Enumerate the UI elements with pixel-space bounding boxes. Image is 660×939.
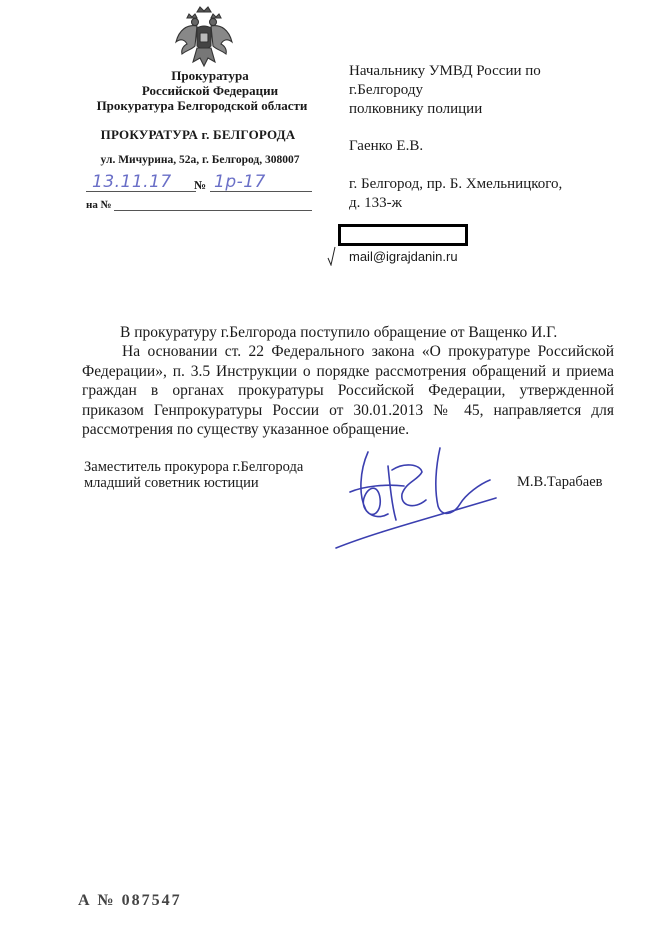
addressee-house: д. 133-ж	[349, 195, 402, 211]
signatory-name: М.В.Тарабаев	[517, 474, 603, 490]
handwritten-signature	[330, 440, 500, 552]
signatory-rank: младший советник юстиции	[84, 475, 259, 491]
office-name: ПРОКУРАТУРА г. БЕЛГОРОДА	[100, 127, 296, 142]
addressee-line3: полковнику полиции	[349, 101, 483, 117]
body-paragraph-1: В прокуратуру г.Белгорода поступило обращение от Ващенко И.Г.	[120, 324, 558, 341]
reg-number-handwritten: 1р-17	[214, 172, 266, 192]
reference-label: на №	[86, 199, 112, 211]
addressee-line1: Начальнику УМВД России по	[349, 63, 541, 79]
registration-row	[86, 172, 312, 196]
org-name-line2: Российской Федерации	[141, 83, 279, 98]
reference-row	[86, 199, 312, 215]
org-name-line3: Прокуратура Белгородской области	[96, 98, 308, 113]
reference-line	[114, 210, 312, 211]
redaction-box	[338, 224, 468, 246]
org-name-line1: Прокуратура	[171, 68, 249, 83]
form-serial-number: А № 087547	[78, 892, 182, 909]
reg-number-sign: №	[194, 178, 207, 192]
addressee-email: mail@igrajdanin.ru	[349, 249, 458, 264]
signatory-position: Заместитель прокурора г.Белгорода	[84, 459, 304, 475]
coat-of-arms-emblem	[173, 4, 235, 68]
reg-date-handwritten: 13.11.17	[92, 172, 172, 192]
addressee-line2: г.Белгороду	[349, 82, 423, 98]
body-paragraph-2: На основании ст. 22 Федерального закона «О прокуратуре Российской Федерации», п. 3.5 Инструкции о порядке рассмотрения обращений и приема граждан в органах прокуратуры Российской Федерации, утвержденной приказом Генпрокуратуры России от 30.01.2013 № 45, направляется для рассмотрения по существу указанное обращение.	[82, 343, 614, 438]
redaction-tick-mark	[327, 246, 336, 266]
office-address: ул. Мичурина, 52а, г. Белгород, 308007	[100, 154, 300, 166]
addressee-street: г. Белгород, пр. Б. Хмельницкого,	[349, 176, 563, 192]
addressee-name: Гаенко Е.В.	[349, 138, 424, 154]
